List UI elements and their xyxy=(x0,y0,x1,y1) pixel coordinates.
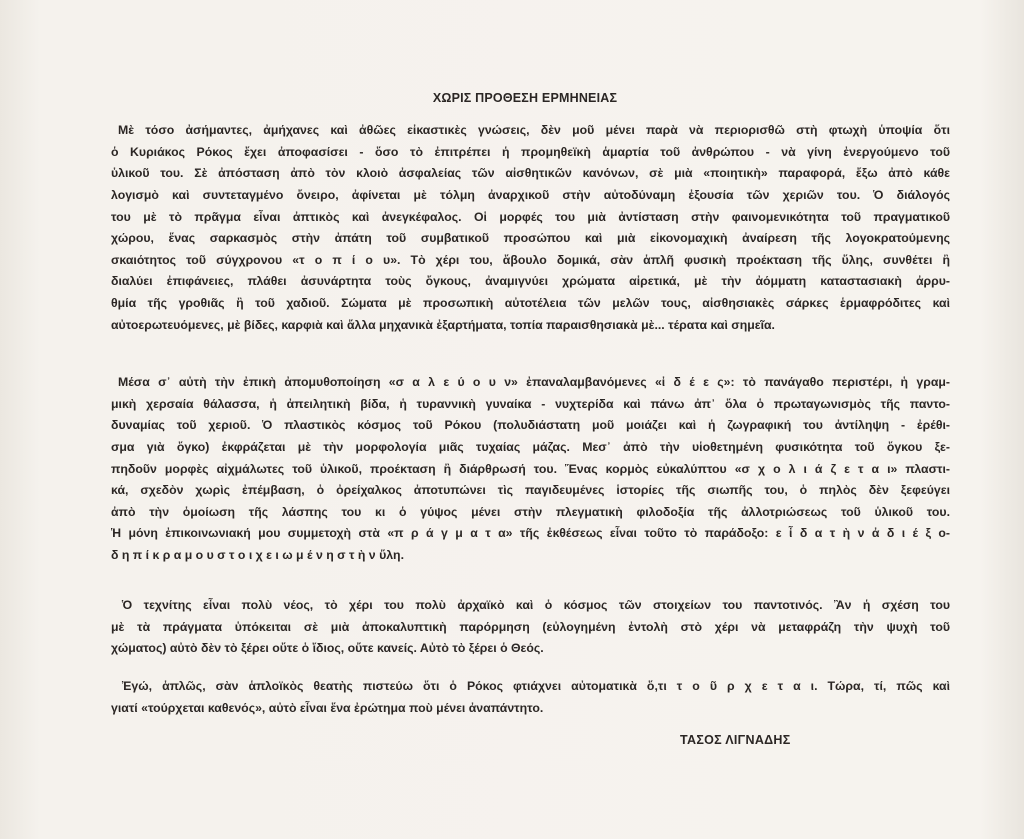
paragraph-2 xyxy=(111,372,950,567)
text-line: γιατί «τούρχεται καθενός», αὐτὸ εἶναι ἕνα ἐρώτημα ποὺ μένει ἀναπάντητο. xyxy=(111,700,544,715)
paragraph-4 xyxy=(111,676,950,719)
author-signature: ΤΑΣΟΣ ΛΙΓΝΑΔΗΣ xyxy=(680,733,791,747)
text-line: Ὁ τεχνίτης εἶναι πολὺ νέος, τὸ χέρι του πολὺ ἀρχαϊκὸ καὶ ὁ κόσμος τῶν στοιχείων του παντοτινός. Ἂν ἡ σχέση του xyxy=(122,598,950,612)
text-line: Μὲ τόσο ἀσήμαντες, ἀμήχανες καὶ ἀθῶες εἰκαστικὲς γνώσεις, δὲν μοῦ μένει παρὰ νὰ περιορισθῶ στὴ φτωχὴ ὑποψία ὅτι xyxy=(118,123,950,137)
text-line: ἀπὸ τὴν ὁμοίωση τῆς λάσπης του κι ὁ γύψος μένει στὴν πλεγματικὴ φιλοδοξία τῆς ἀλλοτριώσεως τοῦ ὑλικοῦ του. xyxy=(111,504,950,519)
text-line: κά, σχεδὸν χωρὶς ἐπέμβαση, ὁ ὀρείχαλκος ἀποτυπώνει τὶς παγιδευμένες ἱστορίες τῆς σιωπῆς του, ὁ πηλὸς δὲν ξεφεύγει xyxy=(111,483,950,498)
paragraph-1 xyxy=(111,120,950,336)
text-line: λογισμὸ καὶ συντεταγμένο ὄνειρο, ἀφίνεται μὲ τόλμη ἀναρχικοῦ στὴν αὐτοδύναμη ἐξουσία τῶν χεριῶν του. Ὁ διάλογός xyxy=(111,187,950,202)
text-line: δυναμίας τοῦ χεριοῦ. Ὁ πλαστικὸς κόσμος τοῦ Ρόκου (πολυδιάστατη μοῦ μοιάζει καὶ ἡ ζωγραφική του ἀντίληψη - ἐρέθι- xyxy=(111,418,950,433)
paragraph-3 xyxy=(111,595,950,660)
text-line: Μέσα σ᾽ αὐτὴ τὴν ἐπικὴ ἀπομυθοποίηση «σ α λ ε ύ ο υ ν» ἐπαναλαμβανόμενες «ἰ δ έ ε ς»: τὸ πανάγαθο περιστέρι, ἡ γραμ- xyxy=(118,375,950,389)
document-title: ΧΩΡΙΣ ΠΡΟΘΕΣΗ ΕΡΜΗΝΕΙΑΣ xyxy=(432,91,618,105)
text-line: μικὴ χερσαία θάλασσα, ἡ ἀπειλητικὴ βίδα, ἡ τυραννικὴ γυναίκα - νυχτερίδα καὶ πάνω ἀπ᾽ ὅλα ὁ πρωταγωνισμὸς τῆς παντο- xyxy=(111,396,950,411)
text-line: του μὲ τὸ πρᾶγμα εἶναι ἀπτικὸς καὶ ἀνεγκέφαλος. Οἱ μορφές του μιὰ ἀντίσταση στὴν φαινομενικότητα τοῦ πραγματικοῦ xyxy=(111,209,950,224)
text-line: μὲ τὰ πράγματα ὑπόκειται σὲ μιὰ ἀποκαλυπτικὴ παρόρμηση (εὐλογημένη ἐντολὴ στὸ χέρι νὰ μεταφράζη τὴν ψυχὴ τοῦ xyxy=(111,619,950,634)
text-line: ὁ Κυριάκος Ρόκος ἔχει ἀποφασίσει - ὅσο τὸ ἐπιτρέπει ἡ προμηθεϊκὴ ἁμαρτία τοῦ ἀνθρώπου - νὰ γίνη ἐνεργούμενο τοῦ xyxy=(111,144,950,159)
text-line: χώματος) αὐτὸ δὲν τὸ ξέρει οὔτε ὁ ἴδιος, οὔτε κανείς. Αὐτὸ τὸ ξέρει ὁ Θεός. xyxy=(111,641,544,656)
text-line: πηδοῦν μορφὲς αἰχμάλωτες τοῦ ὑλικοῦ, προέκταση ἢ διάρθρωσή του. Ἕνας κορμὸς εὐκαλύπτου «σ χ ο λ ι ά ζ ε τ α ι» πλαστι- xyxy=(111,461,950,476)
text-line: δ η π ί κ ρ α μ ο υ σ τ ο ι χ ε ι ω μ έ ν η σ τ ὴ ν ὕλη. xyxy=(111,548,404,563)
text-line: αὐτοερωτευόμενες, μὲ βίδες, καρφιὰ καὶ ἄλλα μηχανικὰ ἐξαρτήματα, τοπία παραισθησιακὰ μὲ... τέρατα καὶ σημεῖα. xyxy=(111,317,775,332)
text-line: θμία τῆς γροθιᾶς ἢ τοῦ χαδιοῦ. Σώματα μὲ προσωπικὴ αὐτοτέλεια τῶν μελῶν τους, αἰσθησιακὲς σάρκες ἑρμαφρόδιτες καὶ xyxy=(111,296,950,311)
text-line: Ἡ μόνη ἐπικοινωνιακή μου συμμετοχὴ στὰ «π ρ ά γ μ α τ α» τῆς ἐκθέσεως εἶναι τοῦτο τὸ παράδοξο: ε ἶ δ α τ ὴ ν ἀ δ ι έ ξ ο- xyxy=(111,526,950,541)
text-line: διαλύει ἐπιφάνειες, πλάθει ἀσυνάρτητα τοὺς ὄγκους, ἀναμιγνύει χρώματα αἱρετικά, μὲ τὴν ἀόμματη καταστασιακὴ ἀρρυ- xyxy=(111,274,950,289)
text-line: σμα γιὰ ὄγκο) ἐκφράζεται μὲ τὴν μορφολογία μιᾶς τυχαίας μάζας. Μεσ᾽ ἀπὸ τὴν υἱοθετημένη φυσικότητα τοῦ ὄγκου ξε- xyxy=(111,439,950,454)
text-line: Ἐγώ, ἁπλῶς, σὰν ἁπλοϊκὸς θεατὴς πιστεύω ὅτι ὁ Ρόκος φτιάχνει αὐτοματικὰ ὅ,τι τ ο ῦ ρ χ ε τ α ι. Τώρα, τί, πῶς καὶ xyxy=(122,679,950,693)
text-line: σκαιότητος τοῦ σύγχρονου «τ ο π ί ο υ». Τὸ χέρι του, ἄβουλο δομικά, σὰν ἁπλῆ φυσικὴ προέκταση τῆς ὕλης, συνθέτει ἢ xyxy=(111,252,950,267)
text-line: ὑλικοῦ του. Σὲ ἀπόσταση ἀπὸ τὸν κλοιὸ ἀσφαλείας τῶν αἰσθητικῶν κανόνων, σὲ μιὰ «ποιητικὴ» παραφορά, ἔξω ἀπὸ κάθε xyxy=(111,166,950,181)
text-line: χώρου, ἕνας σαρκασμὸς στὴν ἀπάτη τοῦ συμβατικοῦ προσώπου καὶ μιὰ εἰκονομαχικὴ ἀναίρεση τῆς λογοκρατούμενης xyxy=(111,231,950,246)
